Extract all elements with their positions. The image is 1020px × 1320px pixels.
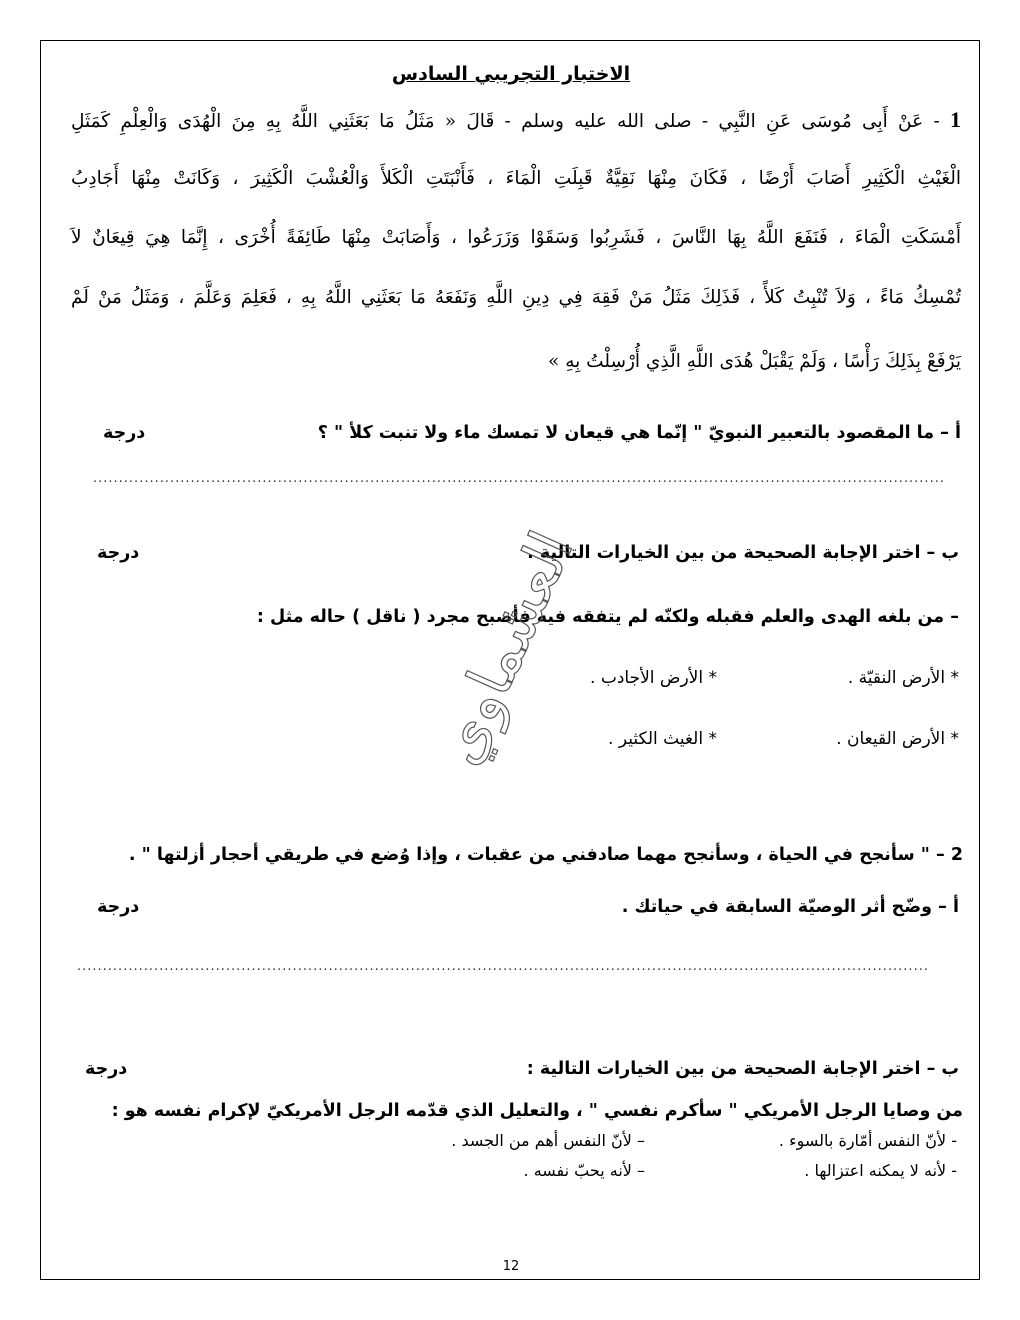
watermark-signature: العشماوي — [423, 521, 588, 775]
q2b-option-1-text[interactable]: - لأنّ النفس أمّارة بالسوء . — [778, 1131, 957, 1150]
q2b-option-2[interactable]: – لأنّ النفس أهم من الجسد . — [451, 1131, 645, 1150]
q1b-option-1[interactable]: * الأرض النقيّة . — [847, 668, 959, 688]
hadith-line-2: الْغَيْثِ الْكَثِيرِ أَصَابَ أَرْضًا ، فَكَانَ مِنْهَا نَقِيَّةٌ قَبِلَتِ الْمَاءَ ، فَأَنْبَتَتِ الْكَلأَ وَالْعُشْبَ الْكَثِيرَ ، وَكَانَتْ مِنْهَا أَجَادِبُ — [71, 168, 961, 189]
q1a-answer-line[interactable]: ...................................................................................................................................................................... — [93, 471, 945, 486]
q2a-answer-line[interactable]: ...................................................................................................................................................................... — [77, 959, 929, 974]
q2b-stem: من وصايا الرجل الأمريكي " سأكرم نفسي " ، والتعليل الذي قدّمه الرجل الأمريكيّ لإكرام نفسه هو : — [111, 1101, 963, 1121]
hadith-line-1 — [71, 107, 961, 133]
hadith-line-3: أَمْسَكَتِ الْمَاءَ ، فَنَفَعَ اللَّهُ بِهَا النَّاسَ ، فَشَرِبُوا وَسَقَوْا وَزَرَعُوا ، وَأَصَابَتْ مِنْهَا طَائِفَةً أُخْرَى ، إِنَّمَا هِيَ قِيعَانٌ لاَ — [71, 227, 961, 248]
q1b-option-3[interactable]: * الأرض القيعان . — [836, 729, 959, 749]
q1b-option-4[interactable]: * الغيث الكثير . — [608, 729, 717, 749]
q2a-grade: درجة — [97, 897, 140, 917]
q1b-instruction: ب – اختر الإجابة الصحيحة من بين الخيارات التالية . — [527, 543, 959, 563]
hadith-number: 1 — [949, 107, 961, 132]
q2b-option-4[interactable]: – لأنه يحبّ نفسه . — [523, 1161, 645, 1180]
q2a-question: أ – وضّح أثر الوصيّة السابقة في حياتك . — [621, 897, 959, 917]
q2-intro: 2 – " سأنجح في الحياة ، وسأنجح مهما صادفني من عقبات ، وإذا وُضع في طريقي أحجار أزلتها " . — [128, 845, 963, 865]
q1b-option-2[interactable]: * الأرض الأجادب . — [590, 668, 717, 688]
q2b-grade: درجة — [85, 1059, 128, 1079]
hadith-line-4: تُمْسِكُ مَاءً ، وَلاَ تُنْبِتُ كَلأً ، فَذَلِكَ مَثَلُ مَنْ فَقِهَ فِي دِينِ اللَّهِ وَنَفَعَهُ مَا بَعَثَنِي اللَّهُ بِهِ ، فَعَلِمَ وَعَلَّمَ ، وَمَثَلُ مَنْ لَمْ — [71, 287, 961, 308]
q1a-grade: درجة — [103, 423, 146, 443]
q1b-grade: درجة — [97, 543, 140, 563]
hadith-line-5: يَرْفَعْ بِذَلِكَ رَأْسًا ، وَلَمْ يَقْبَلْ هُدَى اللَّهِ الَّذِي أُرْسِلْتُ بِهِ » — [548, 351, 961, 372]
q2b-option-3[interactable]: - لأنه لا يمكنه اعتزالها . — [804, 1161, 957, 1180]
hadith-line-1-text: - عَنْ أَبِى مُوسَى عَنِ النَّبِي - صلى الله عليه وسلم - قَالَ « مَثَلُ مَا بَعَثَنِي اللَّهُ بِهِ مِنَ الْهُدَى وَالْعِلْمِ كَمَثَلِ — [71, 111, 940, 132]
q1b-stem: – من بلغه الهدى والعلم فقبله ولكنّه لم يتفقه فيه فأصبح مجرد ( ناقل ) حاله مثل : — [256, 607, 959, 627]
page-number: 12 — [502, 1259, 520, 1274]
q2b-instruction: ب – اختر الإجابة الصحيحة من بين الخيارات التالية : — [526, 1059, 959, 1079]
q1a-question: أ – ما المقصود بالتعبير النبويّ " إنّما هي قيعان لا تمسك ماء ولا تنبت كلأ " ؟ — [317, 423, 961, 443]
page-title: الاختبار التجريبي السادس — [391, 63, 631, 85]
